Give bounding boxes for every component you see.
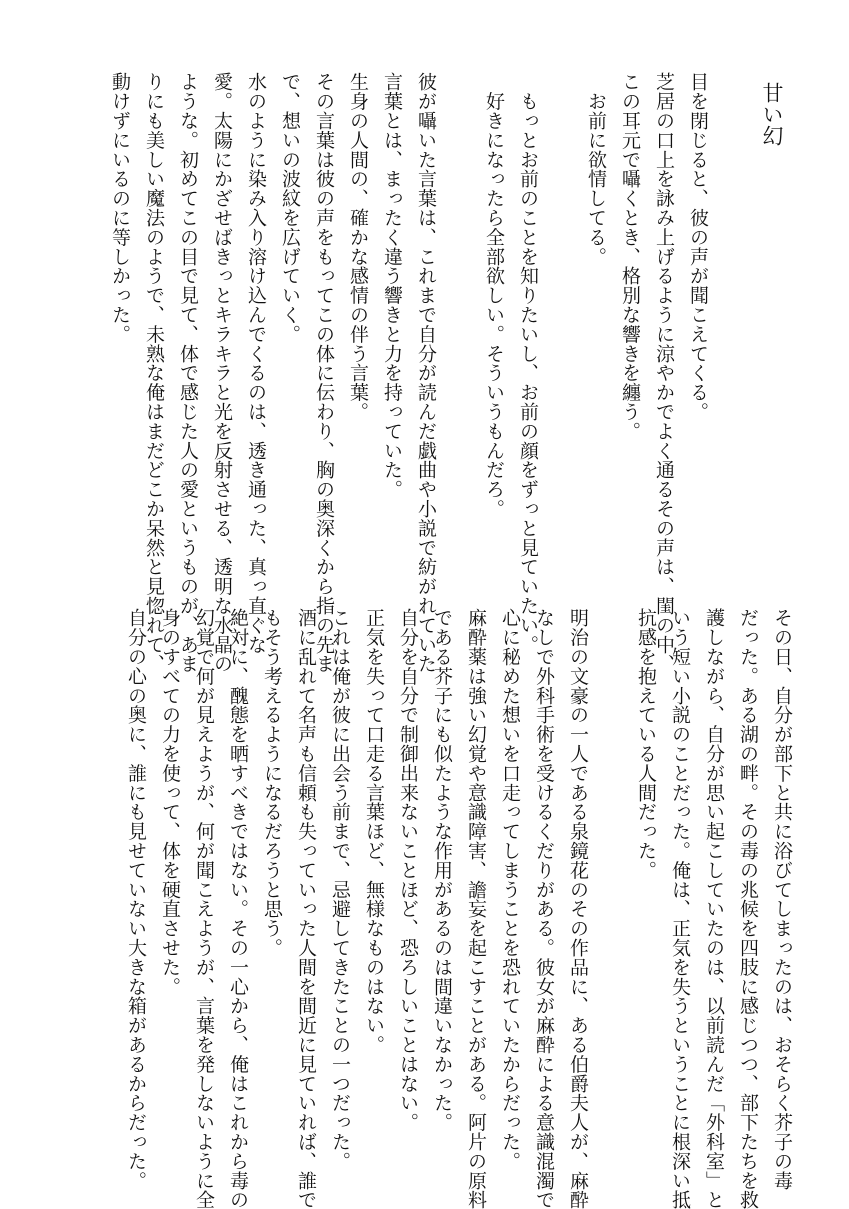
text-line: この耳元で囁くとき、格別な響きを纏う。 [619, 72, 641, 441]
text-line: 彼が囁いた言葉は、これまで自分が読んだ戯曲や小説で紡がれていた [415, 72, 437, 674]
text-line: 身のすべての力を使って、体を硬直させた。 [159, 608, 181, 996]
text-line: 動けずにいるのに等しかった。 [109, 72, 131, 344]
top-text-block [103, 72, 789, 674]
text-line: 酒に乱れて名声も信頼も失っていった人間を間近に見ていれば、誰で [295, 608, 317, 1209]
text-line: 護しながら、自分が思い起こしていたのは、以前読んだ「外科室」と [703, 608, 725, 1209]
bottom-text-block [119, 608, 799, 1209]
text-line: だった。ある湖の畔。その毒の兆候を四肢に感じつつ、部下たちを救 [737, 608, 759, 1209]
text-line: 麻酔薬は強い幻覚や意識障害、譫妄を起こすことがある。阿片の原料 [465, 608, 487, 1209]
blank-line [595, 608, 629, 1128]
text-line: 明治の文豪の一人である泉鏡花のその作品に、ある伯爵夫人が、麻酔 [567, 608, 589, 1209]
text-line: 芝居の口上を詠み上げるように涼やかでよく通るその声は、閨の中、 [653, 72, 675, 674]
page-title: 甘い幻 [760, 82, 784, 147]
text-line: 自分を自分で制御出来ないことほど、恐ろしいことはない。 [397, 608, 419, 1132]
text-line: 正気を失って口走る言葉ほど、無様なものはない。 [363, 608, 385, 1055]
text-line: 水のように染み入り溶け込んでくるのは、透き通った、真っ直ぐな [245, 72, 267, 654]
text-line: である芥子にも似たような作用があるのは間違いなかった。 [431, 608, 453, 1132]
text-line: もっとお前のことを知りたいし、お前の顔をずっと見ていたい。 [517, 72, 539, 654]
text-line: なしで外科手術を受けるくだりがある。彼女が麻酔による意識混濁で [533, 608, 555, 1209]
text-line: 幻覚で何が見えようが、何が聞こえようが、言葉を発しないように全 [193, 608, 215, 1209]
text-line: 自分の心の奥に、誰にも見せていない大きな箱があるからだった。 [125, 608, 147, 1190]
text-line: 愛。太陽にかざせばきっとキラキラと光を反射させる、透明な水晶の [211, 72, 233, 674]
text-line: りにも美しい魔法のようで、未熟な俺はまだどこか呆然と見惚れて、 [143, 72, 165, 674]
text-line: いう短い小説のことだった。俺は、正気を失うということに根深い抵 [669, 608, 691, 1209]
text-line: で、想いの波紋を広げていく。 [279, 72, 301, 344]
text-line: 言葉とは、まったく違う響きと力を持っていた。 [381, 72, 403, 499]
text-line: もそう考えるようになるだろうと思う。 [261, 608, 283, 958]
text-line: 抗感を抱えている人間だった。 [635, 608, 657, 880]
text-line: 生身の人間の、確かな感情の伴う言葉。 [347, 72, 369, 422]
text-line: お前に欲情してる。 [585, 72, 607, 266]
text-line: 絶対に、醜態を晒すべきではない。その一心から、俺はこれから毒の [227, 608, 249, 1209]
text-line: その言葉は彼の声をもってこの体に伝わり、胸の奥深くから指の先ま [313, 72, 335, 674]
text-line: ような。初めてこの目で見て、体で感じた人の愛というものが、あま [177, 72, 199, 674]
blank-line [443, 72, 477, 572]
text-line: これは俺が彼に出会う前まで、忌避してきたことの一つだった。 [329, 608, 351, 1171]
text-line: 目を閉じると、彼の声が聞こえてくる。 [687, 72, 709, 422]
text-line: 好きになったら全部欲しい。そういうもんだろ。 [483, 72, 505, 519]
text-line: 心に秘めた想いを口走ってしまうことを恐れていたからだった。 [499, 608, 521, 1171]
blank-line [545, 72, 579, 572]
text-line: その日、自分が部下と共に浴びてしまったのは、おそらく芥子の毒 [771, 608, 793, 1190]
